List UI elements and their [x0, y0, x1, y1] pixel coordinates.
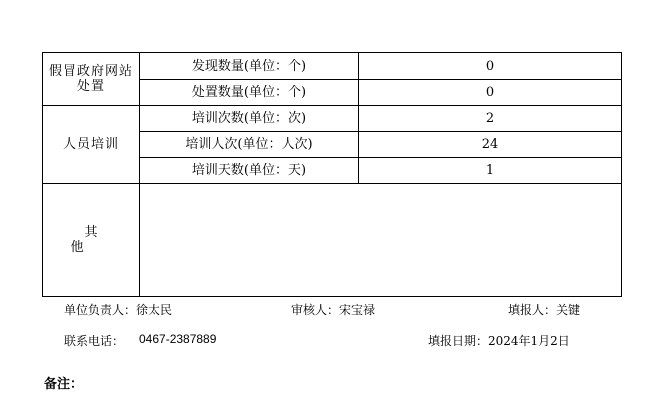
- remarks-label: 备注：: [44, 377, 84, 392]
- item-label: 培训人次(单位：人次): [140, 132, 359, 158]
- item-value: 0: [359, 53, 622, 80]
- item-value: 24: [359, 132, 622, 158]
- item-value: 2: [359, 106, 622, 132]
- other-label: 其他: [70, 225, 126, 255]
- phone-label: 联系电话：: [64, 334, 125, 348]
- item-value: 1: [359, 158, 622, 184]
- reviewer: 审核人：宋宝禄: [291, 303, 376, 317]
- statistics-table: [42, 52, 622, 297]
- item-label: 发现数量(单位：个): [140, 53, 359, 80]
- table-row-other: [43, 184, 622, 297]
- phone-value: 0467-2387889: [139, 332, 217, 346]
- item-value: 0: [359, 80, 622, 106]
- item-label: 处置数量(单位：个): [140, 80, 359, 106]
- item-label: 培训天数(单位：天): [140, 158, 359, 184]
- filler: 填报人：关键: [508, 303, 581, 317]
- table-row: [43, 53, 622, 80]
- category-fake-gov-site: [43, 53, 140, 106]
- fill-date: 填报日期：2024年1月2日: [428, 334, 570, 348]
- unit-head: 单位负责人：徐太民: [64, 303, 173, 317]
- table-row: [43, 106, 622, 132]
- category-line-1: 假冒政府网站: [48, 64, 133, 79]
- category-line-2: 处置: [76, 79, 105, 94]
- item-label: 培训次数(单位：次): [140, 106, 359, 132]
- category-staff-training: 人员培训: [43, 106, 140, 184]
- category-other: [43, 184, 140, 297]
- other-content: [140, 184, 622, 297]
